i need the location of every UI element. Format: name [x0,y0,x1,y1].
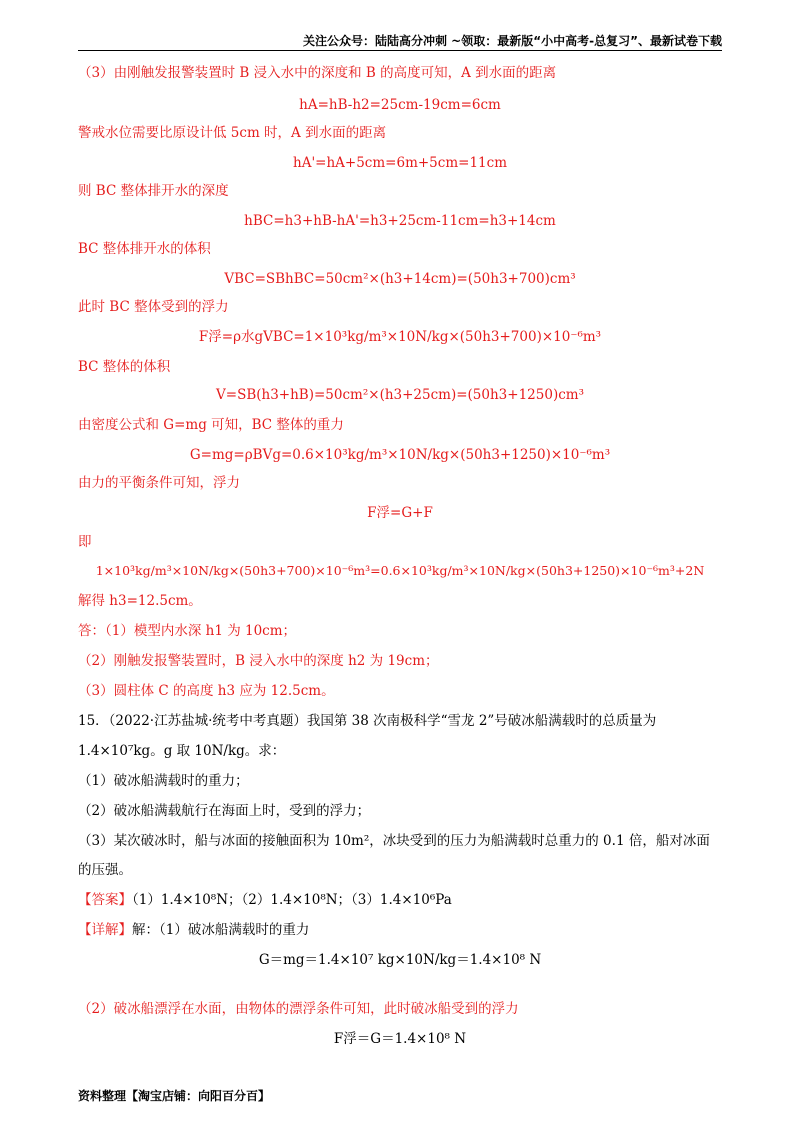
detail-tag: 【详解】 [78,922,132,938]
detail-step: （2）破冰船漂浮在水面，由物体的漂浮条件可知，此时破冰船受到的浮力 [78,1001,519,1017]
equation: F浮=ρ水gVBC=1×10³kg/m³×10N/kg×(50h3+700)×10⁻⁶m³ [198,329,602,345]
answer-line: 答：（1）模型内水深 h1 为 10cm； [78,623,297,639]
solution-line: （3）由刚触发报警装置时 B 浸入水中的深度和 B 的高度可知，A 到水面的距离 [78,65,557,81]
equation: VBC=SBhBC=50cm²×(h3+14cm)=(50h3+700)cm³ [224,271,576,287]
solution-line: 由密度公式和 G=mg 可知，BC 整体的重力 [78,417,344,433]
detail-row [78,921,722,939]
solution-line: 即 [78,534,92,550]
equation: hA=hB-h2=25cm-19cm=6cm [299,97,501,113]
page-header [78,34,722,51]
equation: hA'=hA+5cm=6m+5cm=11cm [293,155,507,171]
solution-line: 警戒水位需要比原设计低 5cm 时，A 到水面的距离 [78,125,387,141]
solution-line: 解得 h3=12.5cm。 [78,593,202,609]
equation: F浮=G+F [367,505,433,521]
answer-line: （3）圆柱体 C 的高度 h3 应为 12.5cm。 [78,683,335,699]
question-part: （2）破冰船满载航行在海面上时，受到的浮力； [78,803,371,819]
question-stem: 15．（2022·江苏盐城·统考中考真题）我国第 38 次南极科学“雪龙 2”号破冰船满载时的总质量为 [78,713,657,729]
solution-line: BC 整体排开水的体积 [78,241,211,257]
equation: 1×10³kg/m³×10N/kg×(50h3+700)×10⁻⁶m³=0.6×10³kg/m³×10N/kg×(50h3+1250)×10⁻⁶m³+2N [95,563,705,578]
solution-line: BC 整体的体积 [78,359,171,375]
equation: G＝mg＝1.4×10⁷ kg×10N/kg＝1.4×10⁸ N [258,952,542,968]
question-part: （3）某次破冰时，船与冰面的接触面积为 10m²，冰块受到的压力为船满载时总重力的 0.1 倍，船对冰面 [78,833,710,849]
answer-row [78,891,722,909]
question-part: 的压强。 [78,862,132,878]
answer-text: （1）1.4×10⁸N；（2）1.4×10⁸N；（3）1.4×10⁶Pa [132,892,452,908]
header-text: 关注公众号：陆陆高分冲刺 ~领取：最新版“小中高考-总复习”、最新试卷下载 [303,34,722,48]
equation: F浮＝G＝1.4×10⁸ N [333,1031,467,1047]
answer-tag: 【答案】 [78,892,132,908]
answer-line: （2）刚触发报警装置时，B 浸入水中的深度 h2 为 19cm； [78,653,439,669]
equation: G=mg=ρBVg=0.6×10³kg/m³×10N/kg×(50h3+1250)×10⁻⁶m³ [189,447,611,463]
equation: hBC=h3+hB-hA'=h3+25cm-11cm=h3+14cm [244,213,556,229]
question-part: （1）破冰船满载时的重力； [78,773,249,789]
solution-line: 此时 BC 整体受到的浮力 [78,299,229,315]
equation: V=SB(h3+hB)=50cm²×(h3+25cm)=(50h3+1250)cm³ [216,387,584,403]
question-stem: 1.4×10⁷kg。g 取 10N/kg。求： [78,743,286,759]
page-footer [78,1087,270,1104]
detail-intro: 解：（1）破冰船满载时的重力 [132,922,310,938]
solution-line: 则 BC 整体排开水的深度 [78,183,229,199]
footer-text: 资料整理【淘宝店铺：向阳百分百】 [78,1089,271,1103]
solution-line: 由力的平衡条件可知，浮力 [78,475,240,491]
